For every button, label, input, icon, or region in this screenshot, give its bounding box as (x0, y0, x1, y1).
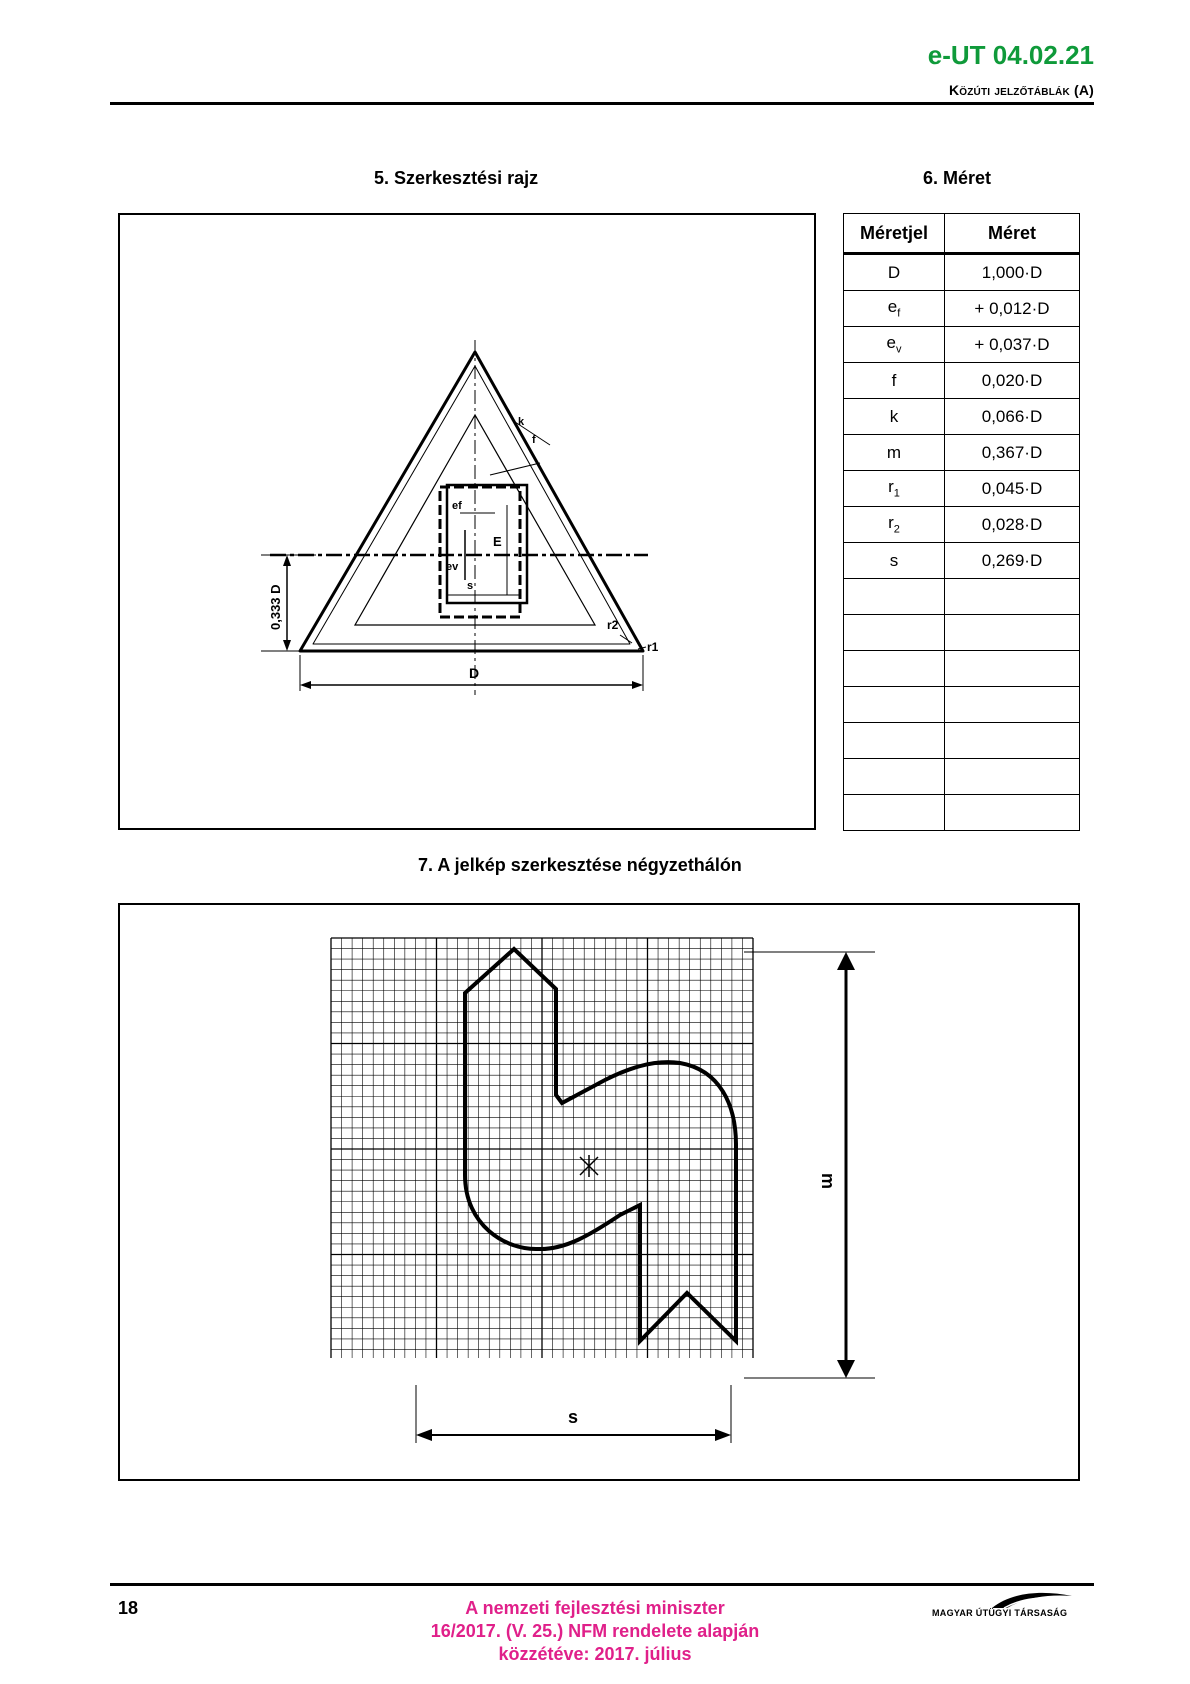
document-code: e-UT 04.02.21 (927, 40, 1094, 70)
logo-text: MAGYAR ÚTÜGYI TÁRSASÁG (932, 1608, 1068, 1618)
table-row (844, 399, 1080, 435)
empty-cell (945, 759, 1080, 795)
empty-table-row (844, 651, 1080, 687)
empty-cell (945, 723, 1080, 759)
size-value-cell: 0,020·D (945, 363, 1080, 399)
grid-section-title: 7. A jelkép szerkesztése négyzethálón (418, 855, 742, 875)
size-symbol-cell (844, 435, 945, 471)
size-symbol-cell (844, 507, 945, 543)
table-row (844, 471, 1080, 507)
empty-cell (945, 795, 1080, 831)
s-label-drawing: s (467, 580, 474, 592)
empty-cell (844, 579, 945, 615)
empty-cell (844, 615, 945, 651)
size-table (843, 213, 1080, 831)
size-symbol-cell (844, 254, 945, 291)
r1-label: r1 (647, 640, 659, 654)
size-symbol-subscript: f (897, 307, 901, 320)
size-symbol: r (888, 513, 894, 533)
m-arrow-top (837, 952, 855, 970)
size-symbol-subscript: 2 (893, 523, 900, 536)
size-symbol-cell (844, 471, 945, 507)
center-mark (580, 1155, 598, 1177)
empty-table-row (844, 579, 1080, 615)
drawing-section-title: 5. Szerkesztési rajz (374, 168, 539, 188)
footer-line-2: 16/2017. (V. 25.) NFM rendelete alapján (430, 1621, 760, 1641)
s-label-grid: s (568, 1407, 579, 1427)
height-arrow-top (283, 555, 291, 566)
size-symbol-subscript: 1 (893, 487, 900, 500)
size-symbol: D (887, 262, 901, 282)
construction-drawing (118, 213, 816, 830)
table-row (844, 435, 1080, 471)
publisher-logo (932, 1590, 1092, 1626)
size-symbol: r (888, 477, 894, 497)
m-label: m (818, 1173, 838, 1190)
size-symbol: s (889, 550, 899, 570)
size-section-title: 6. Méret (923, 168, 992, 188)
empty-table-row (844, 795, 1080, 831)
empty-cell (945, 687, 1080, 723)
size-symbol: e (886, 333, 896, 353)
D-arrow-left (300, 681, 311, 689)
f-label: f (532, 434, 536, 446)
table-row (844, 363, 1080, 399)
E-label: E (493, 534, 502, 549)
document-subtitle: Közúti jelzőtáblák (A) (948, 82, 1094, 98)
height-label: 0,333 D (268, 584, 283, 630)
size-value-cell: 1,000·D (945, 254, 1080, 291)
empty-table-row (844, 687, 1080, 723)
m-arrow-bottom (837, 1360, 855, 1378)
size-value-cell: 0,066·D (945, 399, 1080, 435)
empty-table-row (844, 759, 1080, 795)
empty-table-row (844, 723, 1080, 759)
size-symbol-cell (844, 327, 945, 363)
size-symbol-cell (844, 291, 945, 327)
D-arrow-right (632, 681, 643, 689)
size-value-cell: + 0,012·D (945, 291, 1080, 327)
empty-cell (945, 651, 1080, 687)
empty-cell (844, 759, 945, 795)
empty-cell (945, 579, 1080, 615)
ef-label: ef (452, 500, 462, 512)
size-symbol-cell (844, 363, 945, 399)
table-row (844, 507, 1080, 543)
size-value-cell: 0,367·D (945, 435, 1080, 471)
s-arrow-left (416, 1429, 432, 1441)
triangle-construction-svg (120, 215, 814, 828)
size-value-cell: 0,269·D (945, 543, 1080, 579)
size-symbol-subscript: v (895, 343, 902, 356)
table-row (844, 254, 1080, 291)
r2-label: r2 (607, 618, 619, 632)
footer-rule (110, 1583, 1094, 1586)
table-row (844, 327, 1080, 363)
page-number: 18 (118, 1598, 139, 1618)
table-row (844, 543, 1080, 579)
size-symbol: e (887, 297, 898, 317)
header-symbol: Méretjel (844, 214, 945, 254)
road-swoosh-icon (932, 1590, 1092, 1610)
size-value-cell: 0,028·D (945, 507, 1080, 543)
table-header-row (844, 214, 1080, 254)
table-row (844, 291, 1080, 327)
size-symbol: f (891, 370, 897, 390)
height-arrow-bottom (283, 640, 291, 651)
empty-table-row (844, 615, 1080, 651)
footer-publication-note (380, 1597, 810, 1666)
size-value-cell: 0,045·D (945, 471, 1080, 507)
k-label: k (518, 416, 525, 428)
header-size: Méret (945, 214, 1080, 254)
ev-label: ev (446, 561, 459, 573)
empty-cell (844, 651, 945, 687)
empty-cell (844, 795, 945, 831)
size-symbol: k (889, 406, 899, 426)
empty-cell (945, 615, 1080, 651)
header-rule (110, 102, 1094, 105)
empty-cell (844, 723, 945, 759)
size-symbol-cell (844, 543, 945, 579)
size-symbol-cell (844, 399, 945, 435)
footer-line-1: A nemzeti fejlesztési miniszter (465, 1598, 725, 1618)
triangle-outer-border (300, 352, 643, 651)
symbol-grid-svg (120, 905, 1078, 1479)
s-arrow-right (715, 1429, 731, 1441)
grid-construction-panel (118, 903, 1080, 1481)
footer-line-3: közzétéve: 2017. július (498, 1644, 692, 1664)
empty-cell (844, 687, 945, 723)
size-value-cell: + 0,037·D (945, 327, 1080, 363)
D-label: D (469, 665, 480, 681)
size-symbol: m (886, 442, 902, 462)
bent-arrow-symbol (465, 949, 736, 1341)
